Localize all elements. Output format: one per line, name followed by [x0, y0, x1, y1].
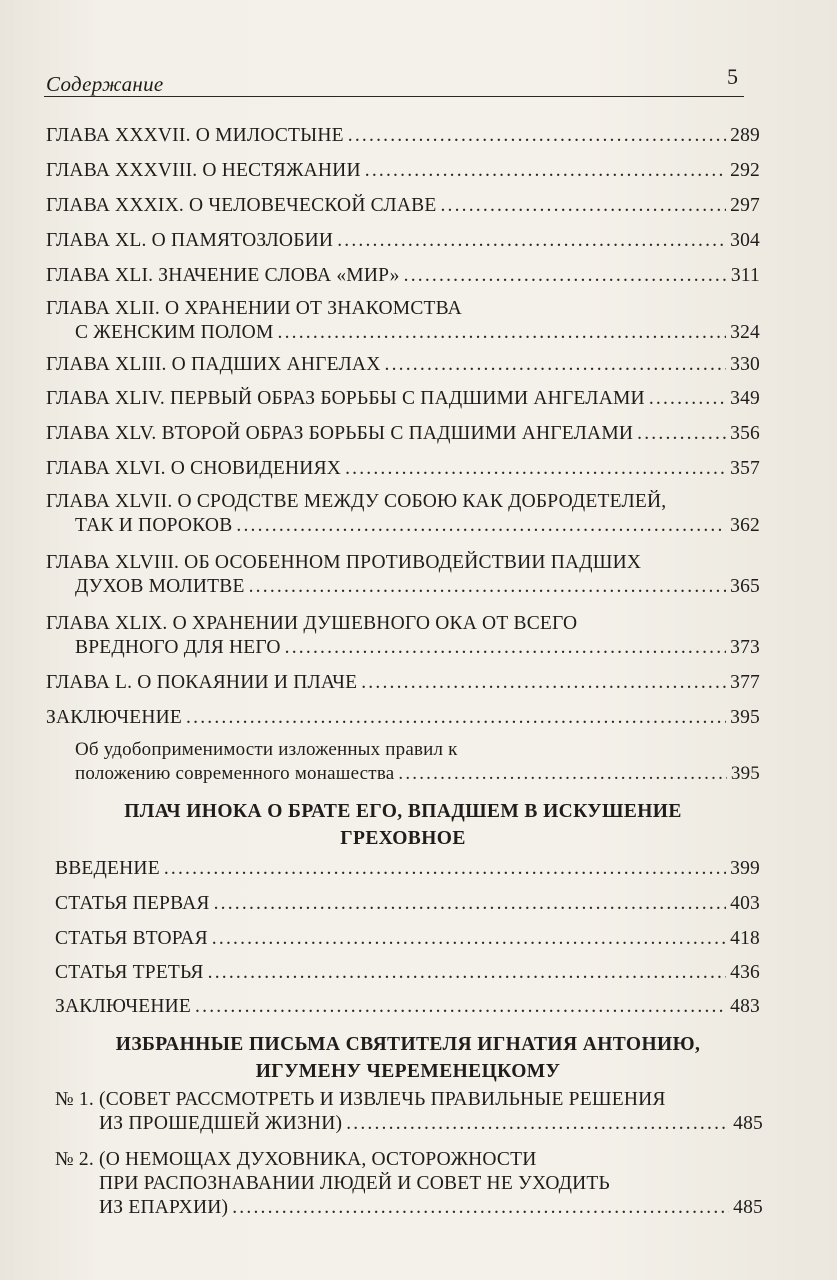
toc-entry-title: ЗАКЛЮЧЕНИЕ [55, 996, 192, 1017]
leader-dots [285, 636, 726, 660]
toc-entry-page: 436 [730, 962, 760, 983]
toc-entry-title-line1: Об удобоприменимости изложенных правил к [75, 739, 458, 760]
leader-dots [361, 671, 726, 695]
letter-page: 485 [733, 1113, 763, 1134]
letter-title: ИЗ ЕПАРХИИ) [99, 1197, 229, 1218]
leader-dots [385, 353, 727, 377]
leader-dots [195, 995, 726, 1019]
toc-entry [46, 194, 760, 218]
toc-entry-title: СТАТЬЯ ТРЕТЬЯ [55, 962, 204, 983]
leader-dots [346, 1112, 729, 1136]
toc-entry-title-line1: ГЛАВА XLVII. О СРОДСТВЕ МЕЖДУ СОБОЮ КАК ДОБРОДЕТЕЛЕЙ, [46, 491, 667, 512]
toc-entry-title: ГЛАВА XXXIX. О ЧЕЛОВЕЧЕСКОЙ СЛАВЕ [46, 195, 437, 216]
toc-entry-page: 483 [730, 996, 760, 1017]
letter-title-line1: (СОВЕТ РАССМОТРЕТЬ И ИЗВЛЕЧЬ ПРАВИЛЬНЫЕ РЕШЕНИЯ [99, 1089, 666, 1110]
toc-entry-title: С ЖЕНСКИМ ПОЛОМ [75, 322, 274, 343]
toc-entry [46, 457, 760, 481]
toc-entry [46, 264, 760, 288]
toc-entry [46, 422, 760, 446]
toc-entry [55, 927, 760, 951]
leader-dots [337, 229, 726, 253]
leader-dots [398, 762, 727, 786]
toc-entry [55, 857, 760, 881]
toc-entry-page: 399 [730, 858, 760, 879]
leader-dots [164, 857, 726, 881]
toc-entry [46, 490, 760, 538]
toc-entry-title: ГЛАВА XLV. ВТОРОЙ ОБРАЗ БОРЬБЫ С ПАДШИМИ АНГЕЛАМИ [46, 423, 634, 444]
toc-entry-page: 356 [730, 423, 760, 444]
leader-dots [649, 387, 726, 411]
section-title-line1: ИЗБРАННЫЕ ПИСЬМА СВЯТИТЕЛЯ ИГНАТИЯ АНТОНИЮ, [115, 1034, 701, 1055]
toc-entry-page: 365 [730, 576, 760, 597]
toc-entry [46, 353, 760, 377]
toc-entry-page: 357 [730, 458, 760, 479]
letter-title-line2: ПРИ РАСПОЗНАВАНИИ ЛЮДЕЙ И СОВЕТ НЕ УХОДИТЬ [99, 1173, 610, 1194]
toc-entry-title: ГЛАВА XLVI. О СНОВИДЕНИЯХ [46, 458, 342, 479]
toc-entry-title: положению современного монашества [75, 763, 395, 784]
toc-entry-page: 403 [730, 893, 760, 914]
toc-entry-title: ГЛАВА XLI. ЗНАЧЕНИЕ СЛОВА «МИР» [46, 265, 400, 286]
leader-dots [186, 706, 726, 730]
toc-entry [55, 995, 760, 1019]
toc-entry-page: 395 [730, 763, 760, 784]
letter-page: 485 [733, 1197, 763, 1218]
toc-entry [46, 124, 760, 148]
toc-entry-title: ГЛАВА XXXVIII. О НЕСТЯЖАНИИ [46, 160, 361, 181]
toc-entry [46, 297, 760, 345]
letter-entry [55, 1088, 763, 1136]
toc-entry-page: 377 [730, 672, 760, 693]
leader-dots [404, 264, 727, 288]
section-title [52, 1031, 764, 1085]
toc-entry-title: ТАК И ПОРОКОВ [75, 515, 233, 536]
toc-entry [46, 387, 760, 411]
header-rule [44, 96, 744, 97]
leader-dots [236, 514, 726, 538]
toc-entry-page: 289 [730, 125, 760, 146]
toc-entry [46, 159, 760, 183]
leader-dots [637, 422, 726, 446]
toc-entry [46, 671, 760, 695]
toc-entry-page: 362 [730, 515, 760, 536]
leader-dots [232, 1196, 729, 1220]
letter-title: ИЗ ПРОШЕДШЕЙ ЖИЗНИ) [99, 1113, 343, 1134]
page-number: 5 [727, 64, 738, 89]
letter-entry [55, 1148, 763, 1220]
leader-dots [249, 575, 727, 599]
toc-entry-page: 292 [730, 160, 760, 181]
toc-entry-page: 311 [730, 265, 760, 286]
toc-entry [46, 229, 760, 253]
toc-entry-title: ГЛАВА XXXVII. О МИЛОСТЫНЕ [46, 125, 344, 146]
letter-title-line1: (О НЕМОЩАХ ДУХОВНИКА, ОСТОРОЖНОСТИ [99, 1149, 537, 1170]
toc-entry-title: ГЛАВА L. О ПОКАЯНИИ И ПЛАЧЕ [46, 672, 358, 693]
leader-dots [208, 961, 727, 985]
section-title-line2: ГРЕХОВНОЕ [340, 828, 466, 849]
toc-entry-page: 330 [730, 354, 760, 375]
toc-entry-title-line1: ГЛАВА XLVIII. ОБ ОСОБЕННОМ ПРОТИВОДЕЙСТВИИ ПАДШИХ [46, 552, 642, 573]
toc-entry [46, 612, 760, 660]
section-title-line2: ИГУМЕНУ ЧЕРЕМЕНЕЦКОМУ [255, 1061, 561, 1082]
section-title-line1: ПЛАЧ ИНОКА О БРАТЕ ЕГО, ВПАДШЕМ В ИСКУШЕНИЕ [124, 801, 682, 822]
toc-entry-title: ВВЕДЕНИЕ [55, 858, 160, 879]
toc-entry-page: 324 [730, 322, 760, 343]
leader-dots [212, 927, 726, 951]
toc-entry [46, 551, 760, 599]
toc-entry [46, 706, 760, 730]
toc-entry-page: 304 [730, 230, 760, 251]
leader-dots [440, 194, 726, 218]
running-header-title: Содержание [46, 72, 164, 96]
toc-entry [55, 892, 760, 916]
toc-entry-title: ЗАКЛЮЧЕНИЕ [46, 707, 183, 728]
toc-entry-title: ГЛАВА XL. О ПАМЯТОЗЛОБИИ [46, 230, 334, 251]
toc-entry-page: 418 [730, 928, 760, 949]
leader-dots [348, 124, 726, 148]
toc-entry-title: СТАТЬЯ ПЕРВАЯ [55, 893, 210, 914]
leader-dots [365, 159, 726, 183]
toc-subentry [46, 738, 760, 786]
toc-entry-title: ВРЕДНОГО ДЛЯ НЕГО [75, 637, 281, 658]
letter-number: № 1. [55, 1089, 94, 1110]
toc-entry-title: ГЛАВА XLIII. О ПАДШИХ АНГЕЛАХ [46, 354, 381, 375]
leader-dots [278, 321, 727, 345]
toc-entry-title: СТАТЬЯ ВТОРАЯ [55, 928, 208, 949]
leader-dots [214, 892, 727, 916]
toc-entry-page: 349 [730, 388, 760, 409]
letter-number: № 2. [55, 1149, 94, 1170]
leader-dots [345, 457, 726, 481]
section-title [46, 798, 760, 852]
toc-entry-page: 395 [730, 707, 760, 728]
toc-entry-page: 297 [730, 195, 760, 216]
toc-entry-title: ГЛАВА XLIV. ПЕРВЫЙ ОБРАЗ БОРЬБЫ С ПАДШИМИ АНГЕЛАМИ [46, 388, 645, 409]
toc-entry [55, 961, 760, 985]
toc-entry-title: ДУХОВ МОЛИТВЕ [75, 576, 245, 597]
toc-entry-title-line1: ГЛАВА XLII. О ХРАНЕНИИ ОТ ЗНАКОМСТВА [46, 298, 462, 319]
toc-entry-page: 373 [730, 637, 760, 658]
toc-entry-title-line1: ГЛАВА XLIX. О ХРАНЕНИИ ДУШЕВНОГО ОКА ОТ ВСЕГО [46, 613, 578, 634]
